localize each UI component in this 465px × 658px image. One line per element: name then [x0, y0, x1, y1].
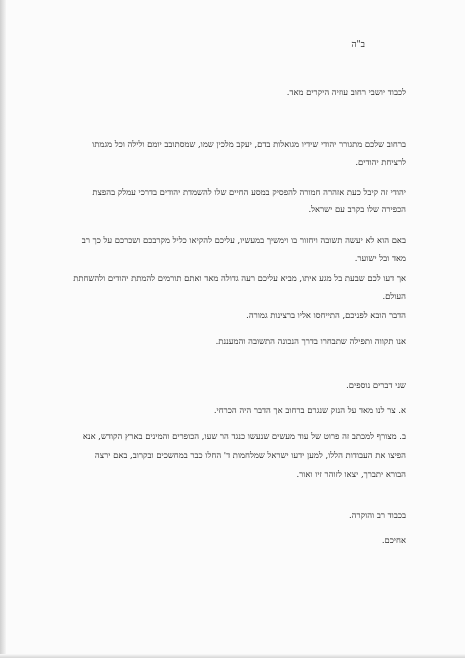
paragraph-9-line-3: הבורא יתברך, יצאו לזוהר זיו ואור. — [296, 469, 406, 479]
closing-line: בכבוד רב והוקרה. — [349, 510, 406, 520]
paragraph-1-line-2: לרציחת יהודים. — [355, 157, 406, 167]
scan-shadow-left — [0, 0, 6, 658]
paragraph-6: אנו תקווה ותפילה שתבחרו בדרך הנכונה התשובה והמעננת. — [215, 336, 406, 346]
scan-shadow-bottom — [0, 654, 465, 658]
paragraph-9-line-2: הפיצו את העבודות הללו, למען ידעו ישראל שמלחמות ד' החלו כבר במחשכים ובקרוב, באם ירצה — [94, 450, 406, 460]
paragraph-3-line-1: באם הוא לא יעשה תשובה ויחזור בו וימשיך במעשיו, עליכם להקיאו כליל מקרבכם ושכרכם על כך רב — [81, 235, 406, 245]
signature-line: אחיכם. — [381, 535, 406, 545]
paragraph-4-line-2: העולם. — [382, 291, 406, 301]
paragraph-1-line-1: ברחוב שלכם מתגורר יהודי שידיו מגואלות בדם, יעקב מלכין שמו, שמסתובב יומם ולילה וכל מגמתו — [92, 139, 406, 149]
paragraph-9-line-1: ב. מצורף למכתב זה פרוט של עוד מעשים שנעשו כנגד הר שעו, הכופרים והמינים בארץ הקודש, אנא — [82, 431, 406, 441]
paragraph-8: א. צר לנו מאד על הנזק שנגרם ברחוב אך הדבר היה הכרחי. — [213, 405, 406, 415]
paragraph-7: שני דברים נוספים. — [346, 380, 406, 390]
paragraph-2-line-2: הכפירה שלו בקרב עם ישראל. — [308, 204, 406, 214]
paragraph-3-line-2: מאד ובל ישוער. — [354, 253, 406, 263]
paragraph-2-line-1: יהודי זה קיבל כעת אזהרה חמורה להפסיק במסע החיים שלו להשמדת יהודים בדרכי עמלק בהפצת — [92, 187, 406, 197]
paragraph-4-line-1: אך דעו לכם שבעת בל מגע איתו, מביא עליכם רעה גדולה מאד ואתם תורמים להמתת יהודים ולהשחתת — [73, 273, 406, 283]
header-bh: ב"ה — [351, 40, 365, 50]
greeting-line: לכבוד יושבי רחוב עוזיה היקרים מאד. — [286, 87, 406, 97]
paragraph-5: הדבר הובא לפניכם, התייחסו אליו ברצינות גמורה. — [246, 310, 406, 320]
